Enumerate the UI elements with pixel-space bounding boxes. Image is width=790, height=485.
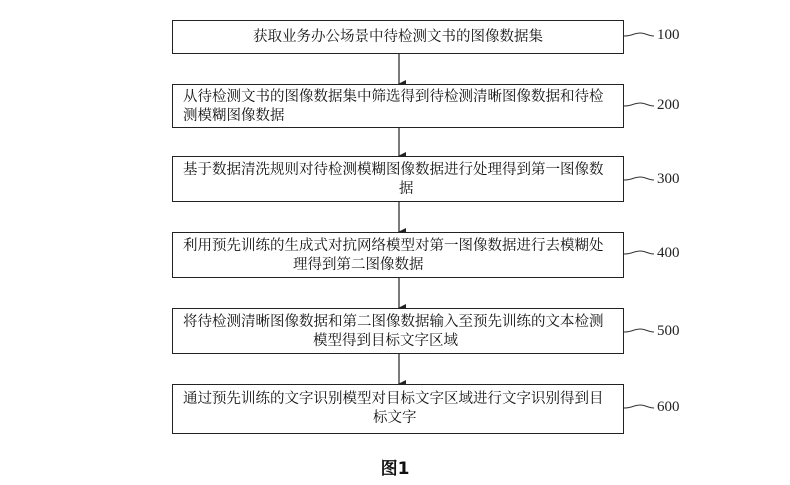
step-text-line: 标文字 [373,410,417,426]
leader-400 [624,251,654,254]
step-label-400: 400 [657,245,680,261]
leader-500 [624,329,654,332]
step-box-200 [172,84,624,128]
step-box-400 [172,232,624,278]
leader-200 [624,103,654,106]
step-label-100: 100 [657,27,680,43]
step-text-line: 基于数据清洗规则对待检测模糊图像数据进行处理得到第一图像数 [183,162,604,178]
step-text-line: 将待检测清晰图像数据和第二图像数据输入至预先训练的文本检测 [183,314,604,330]
step-box-100 [172,20,624,54]
step-text-line: 获取业务办公场景中待检测文书的图像数据集 [253,29,543,45]
step-text-line: 据 [399,181,414,197]
step-box-300 [172,156,624,202]
step-label-200: 200 [657,97,680,113]
figure-caption: 图1 [380,459,410,479]
leader-300 [624,177,654,180]
step-text-line: 利用预先训练的生成式对抗网络模型对第一图像数据进行去模糊处 [183,238,604,254]
step-text-line: 通过预先训练的文字识别模型对目标文字区域进行文字识别得到目 [183,391,604,407]
step-box-600 [172,384,624,434]
step-label-500: 500 [657,323,680,339]
leader-100 [624,33,654,36]
step-text-line: 从待检测文书的图像数据集中筛选得到待检测清晰图像数据和待检 [183,89,604,105]
step-label-600: 600 [657,399,680,415]
step-text-line: 理得到第二图像数据 [293,257,424,273]
step-text-line: 测模糊图像数据 [183,108,285,124]
step-label-300: 300 [657,171,680,187]
step-text-line: 模型得到目标文字区域 [313,333,458,349]
step-box-500 [172,308,624,354]
leader-600 [624,405,654,408]
